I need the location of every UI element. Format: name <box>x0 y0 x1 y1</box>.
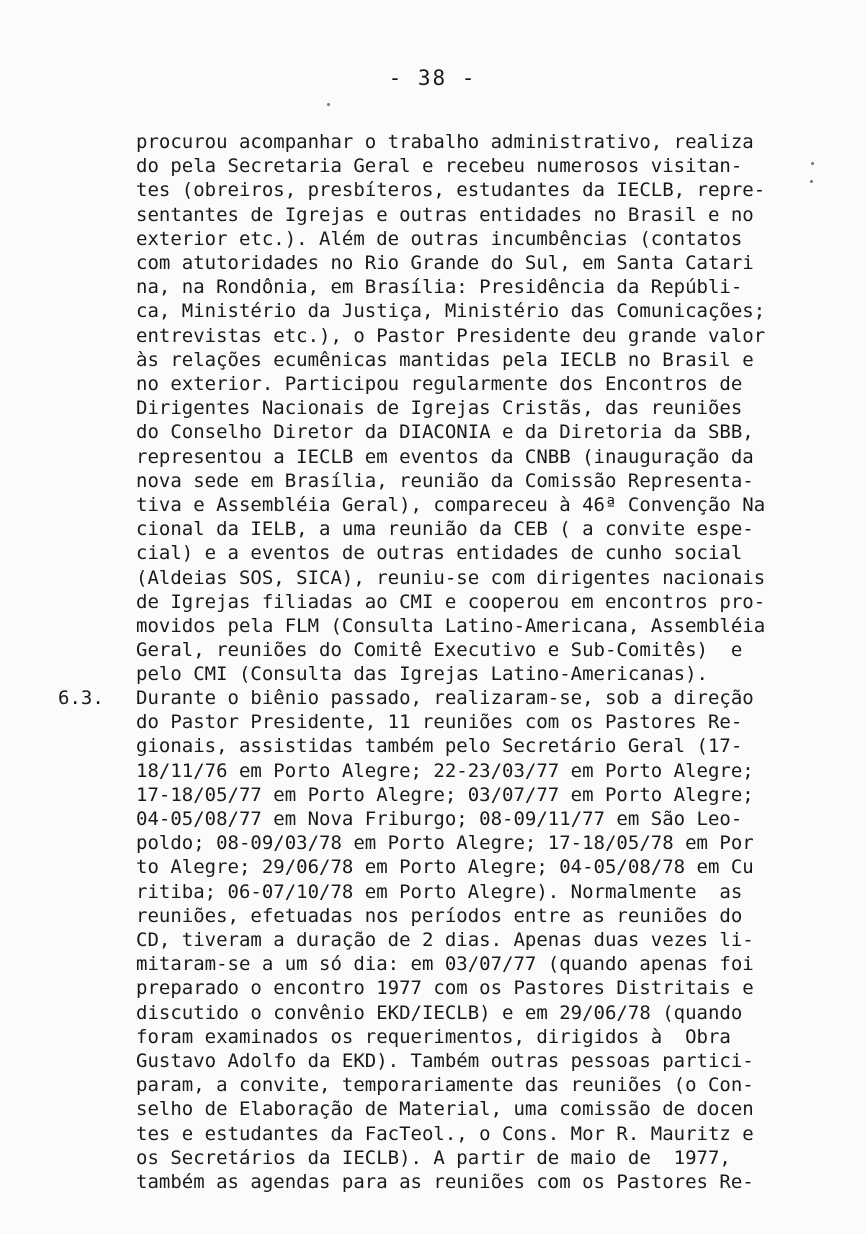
text-line: tiva e Assembléia Geral), compareceu à 46ª Convenção Na <box>136 494 766 516</box>
paragraph-line <box>0 154 865 178</box>
text-line: 18/11/76 em Porto Alegre; 22-23/03/77 em Porto Alegre; <box>136 759 754 782</box>
text-line: pelo CMI (Consulta das Igrejas Latino-Americanas). <box>136 663 708 686</box>
paragraph-line <box>0 566 865 590</box>
section-line <box>0 1097 865 1121</box>
paragraph-line <box>0 662 865 686</box>
text-line: ca, Ministério da Justiça, Ministério das Comunicações; <box>136 300 766 323</box>
scan-speck <box>811 162 814 165</box>
paragraph-line <box>0 275 865 299</box>
paragraph-line <box>0 227 865 251</box>
paragraph-line <box>0 130 865 154</box>
section-number: 6.3. <box>58 687 104 709</box>
paragraph-line <box>0 299 865 323</box>
text-line: reuniões, efetuadas nos períodos entre as reuniões do <box>136 904 743 927</box>
text-line: cional da IELB, a uma reunião da CEB ( a convite espe- <box>136 518 754 541</box>
section-line <box>0 1122 865 1146</box>
paragraph-line <box>0 590 865 614</box>
text-line: procurou acompanhar o trabalho administrativo, realiza <box>136 131 754 153</box>
paragraph-line <box>0 178 865 202</box>
text-line: foram examinados os requerimentos, dirigidos à Obra <box>136 1025 731 1048</box>
paragraph-line <box>0 396 865 420</box>
text-line: preparado o encontro 1977 com os Pastores Distritais e <box>136 977 754 1000</box>
section-line <box>0 759 865 783</box>
paragraph-line <box>0 372 865 396</box>
text-line: no exterior. Participou regularmente dos Encontros de <box>136 373 743 395</box>
section-line <box>0 734 865 758</box>
section-line <box>0 880 865 904</box>
text-line: gionais, assistidas também pelo Secretário Geral (17- <box>136 735 743 758</box>
paragraph-line <box>0 420 865 444</box>
paragraph-line <box>0 445 865 469</box>
section-line <box>0 976 865 1000</box>
text-line: Geral, reuniões do Comitê Executivo e Sub-Comitês) e <box>136 639 743 662</box>
text-line: cial) e a eventos de outras entidades de cunho social <box>136 542 743 565</box>
text-line: param, a convite, temporariamente das reuniões (o Con- <box>136 1074 754 1097</box>
section-line <box>0 1170 865 1194</box>
text-line: do Conselho Diretor da DIACONIA e da Diretoria da SBB, <box>136 421 754 444</box>
text-line: poldo; 08-09/03/78 em Porto Alegre; 17-18/05/78 em Por <box>136 832 754 855</box>
text-line: também as agendas para as reuniões com os Pastores Re- <box>136 1171 754 1193</box>
text-line: to Alegre; 29/06/78 em Porto Alegre; 04-05/08/78 em Cu <box>136 856 754 879</box>
section-line <box>0 855 865 879</box>
paragraph-line <box>0 493 865 517</box>
paragraph-line <box>0 469 865 493</box>
text-line: Durante o biênio passado, realizaram-se, sob a direção <box>136 687 754 709</box>
text-line: de Igrejas filiadas ao CMI e cooperou em encontros pro- <box>136 590 766 613</box>
section-line <box>0 928 865 952</box>
text-line: os Secretários da IECLB). A partir de maio de 1977, <box>136 1146 731 1169</box>
section-line <box>0 1049 865 1073</box>
section-line <box>0 710 865 734</box>
section-line <box>0 1146 865 1170</box>
paragraph-line <box>0 614 865 638</box>
paragraph-line <box>0 251 865 275</box>
paragraph-line <box>0 517 865 541</box>
paragraph-line <box>0 203 865 227</box>
text-line: com atutoridades no Rio Grande do Sul, em Santa Catari <box>136 252 754 274</box>
text-line: selho de Elaboração de Material, uma comissão de docen <box>136 1098 754 1121</box>
section-line <box>0 952 865 976</box>
text-line: nova sede em Brasília, reunião da Comissão Representa- <box>136 469 754 492</box>
text-line: representou a IECLB em eventos da CNBB (inauguração da <box>136 445 754 468</box>
text-line: tes (obreiros, presbíteros, estudantes da IECLB, repre- <box>136 179 766 202</box>
paragraph-line <box>0 348 865 372</box>
text-line: na, na Rondônia, em Brasília: Presidência da Repúbli- <box>136 276 743 299</box>
section-line <box>0 1025 865 1049</box>
scan-speck <box>810 180 813 183</box>
text-line: exterior etc.). Além de outras incumbências (contatos <box>136 227 743 250</box>
section-line <box>0 831 865 855</box>
section-line <box>0 807 865 831</box>
scan-speck <box>327 103 330 106</box>
section-line <box>0 904 865 928</box>
section-line <box>0 783 865 807</box>
text-line: 17-18/05/77 em Porto Alegre; 03/07/77 em Porto Alegre; <box>136 783 754 806</box>
paragraph-line <box>0 324 865 348</box>
section-line <box>0 1073 865 1097</box>
text-line: tes e estudantes da FacTeol., o Cons. Mor R. Mauritz e <box>136 1122 754 1145</box>
text-line: discutido o convênio EKD/IECLB) e em 29/06/78 (quando <box>136 1001 743 1024</box>
text-line: ritiba; 06-07/10/78 em Porto Alegre). Normalmente as <box>136 880 743 903</box>
text-line: do Pastor Presidente, 11 reuniões com os Pastores Re- <box>136 711 743 734</box>
text-line: mitaram-se a um só dia: em 03/07/77 (quando apenas foi <box>136 953 754 976</box>
text-line: às relações ecumênicas mantidas pela IECLB no Brasil e <box>136 348 754 371</box>
paragraph-line <box>0 541 865 565</box>
section-line <box>0 686 865 710</box>
text-line: Gustavo Adolfo da EKD). Também outras pessoas partici- <box>136 1050 754 1072</box>
text-line: (Aldeias SOS, SICA), reuniu-se com dirigentes nacionais <box>136 566 766 589</box>
text-line: sentantes de Igrejas e outras entidades no Brasil e no <box>136 203 754 226</box>
text-line: movidos pela FLM (Consulta Latino-Americana, Assembléia <box>136 615 766 637</box>
text-line: entrevistas etc.), o Pastor Presidente deu grande valor <box>136 324 766 347</box>
text-line: CD, tiveram a duração de 2 dias. Apenas duas vezes li- <box>136 929 754 951</box>
section-line <box>0 1001 865 1025</box>
text-line: do pela Secretaria Geral e recebeu numerosos visitan- <box>136 155 743 178</box>
text-line: 04-05/08/77 em Nova Friburgo; 08-09/11/77 em São Leo- <box>136 808 743 830</box>
paragraph-line <box>0 638 865 662</box>
text-line: Dirigentes Nacionais de Igrejas Cristãs, das reuniões <box>136 397 743 420</box>
page-number: - 38 - <box>388 66 477 90</box>
